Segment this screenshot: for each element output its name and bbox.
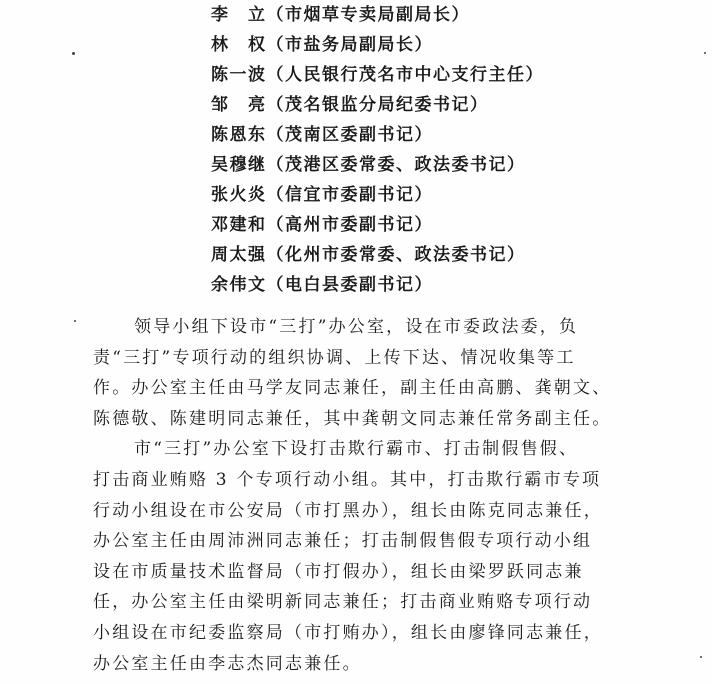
member-name: 张火炎 <box>211 185 267 205</box>
member-name: 邹 亮 <box>211 95 267 115</box>
member-name: 吴穆继 <box>211 155 267 175</box>
member-role: （市盐务局副局长） <box>266 35 433 55</box>
body-text <box>93 312 612 679</box>
text-line: 办公室主任由周沛洲同志兼任；打击制假售假专项行动小组 <box>93 531 593 552</box>
member-role: （化州市委常委、政法委书记） <box>266 245 526 265</box>
member-role: （茂港区委常委、政法委书记） <box>266 155 526 175</box>
member-role: （电白县委副书记） <box>266 275 433 295</box>
text-line: 领导小组下设市“三打”办公室，设在市委政法委，负 <box>134 317 579 337</box>
text-line: 市“三打”办公室下设打击欺行霸市、打击制假售假、 <box>134 439 579 460</box>
member-row <box>211 0 691 30</box>
text-line: 小组设在市纪委监察局（市打贿办），组长由廖锋同志兼任， <box>93 622 603 643</box>
paragraph-working-groups <box>93 434 603 679</box>
member-role: （高州市委副书记） <box>266 215 433 235</box>
scan-speck <box>700 656 702 658</box>
member-role: （茂名银监分局纪委书记） <box>266 95 489 115</box>
member-row <box>211 120 691 150</box>
text-line: 任，办公室主任由梁明新同志兼任；打击商业贿赂专项行动 <box>93 592 593 613</box>
text-line: 责“三打”专项行动的组织协调、上传下达、情况收集等工 <box>93 347 576 368</box>
member-row <box>211 60 691 90</box>
text-line: 办公室主任由李志杰同志兼任。 <box>93 653 362 674</box>
member-row <box>211 180 691 210</box>
member-row <box>211 210 691 240</box>
member-name: 余伟文 <box>211 275 267 295</box>
member-list <box>211 0 691 300</box>
paragraph-office-setup <box>93 312 612 434</box>
scan-speck <box>74 320 76 322</box>
text-line: 打击商业贿赂 3 个专项行动小组。其中，打击欺行霸市专项 <box>93 469 602 490</box>
member-name: 陈一波 <box>211 65 267 85</box>
member-role: （茂南区委副书记） <box>266 125 433 145</box>
member-name: 周太强 <box>211 245 267 265</box>
member-role: （市烟草专卖局副局长） <box>266 5 470 25</box>
text-line: 陈德敬、陈建明同志兼任，其中龚朝文同志兼任常务副主任。 <box>93 408 612 429</box>
member-name: 邓建和 <box>211 215 267 235</box>
member-row <box>211 90 691 120</box>
member-name: 李 立 <box>211 5 267 25</box>
member-row <box>211 150 691 180</box>
member-role: （信宜市委副书记） <box>266 185 433 205</box>
scan-speck <box>72 52 75 55</box>
text-line: 作。办公室主任由马学友同志兼任，副主任由高鹏、龚朝文、 <box>93 378 612 399</box>
member-name: 陈恩东 <box>211 125 267 145</box>
text-line: 行动小组设在市公安局（市打黑办），组长由陈克同志兼任， <box>93 500 603 521</box>
member-role: （人民银行茂名市中心支行主任） <box>266 65 544 85</box>
scan-speck <box>704 52 706 54</box>
member-row <box>211 240 691 270</box>
member-row <box>211 30 691 60</box>
member-row <box>211 270 691 300</box>
member-name: 林 权 <box>211 35 267 55</box>
text-line: 设在市质量技术监督局（市打假办），组长由梁罗跃同志兼 <box>93 561 584 582</box>
